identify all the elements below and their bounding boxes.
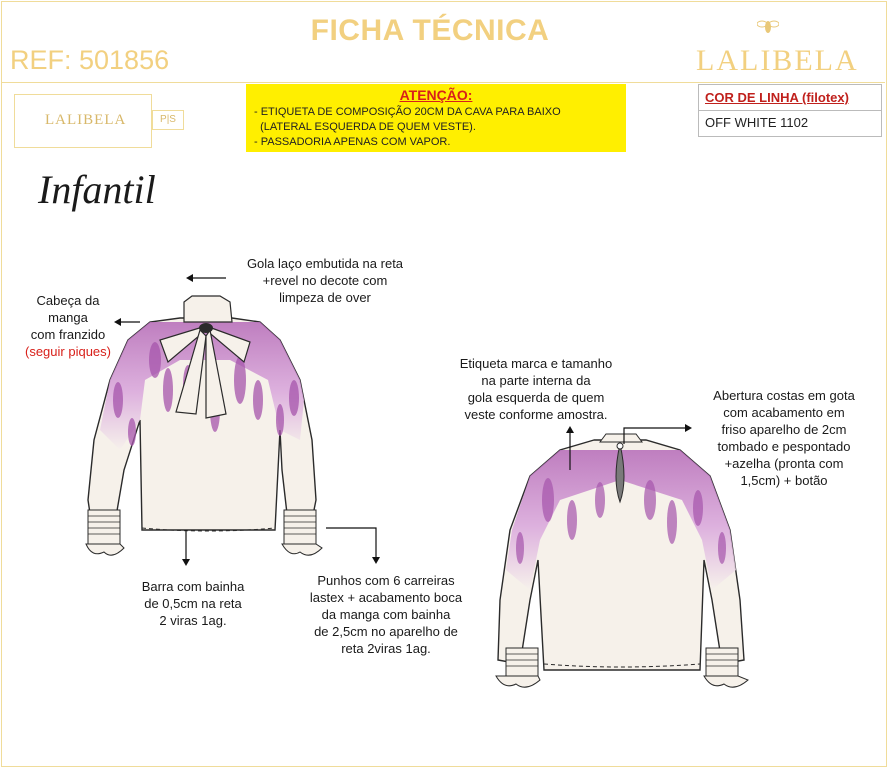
collar-note [230, 255, 420, 306]
note-line: tombado e pespontado [717, 439, 851, 454]
note-line: com acabamento em [723, 405, 845, 420]
sheet-title: FICHA TÉCNICA [310, 14, 550, 47]
note-line: reta 2viras 1ag. [341, 641, 431, 656]
note-line: 2 viras 1ag. [159, 613, 227, 628]
attention-line: (LATERAL ESQUERDA DE QUEM VESTE). [254, 121, 476, 133]
hem-note [126, 578, 260, 629]
size-tag: P|S [152, 110, 184, 130]
note-line: de 0,5cm na reta [144, 596, 242, 611]
note-line: na parte interna da [481, 373, 591, 388]
note-line: 1,5cm) + botão [740, 473, 828, 488]
note-line: limpeza de over [279, 290, 371, 305]
note-line: lastex + acabamento boca [309, 590, 463, 605]
cuffs-note [292, 572, 480, 657]
note-line: Punhos com 6 carreiras [317, 573, 455, 588]
category-heading: Infantil [38, 167, 156, 212]
thread-color-value: OFF WHITE 1102 [705, 115, 809, 130]
note-line: gola esquerda de quem [467, 390, 605, 405]
back-opening-note [694, 387, 874, 489]
sleeve-head-note [6, 292, 130, 360]
label-brand-text: LALIBELA [45, 112, 127, 128]
note-line: da manga com bainha [321, 607, 451, 622]
brand-logo: LALIBELA [696, 44, 859, 77]
thread-color-title: COR DE LINHA (filotex) [705, 90, 849, 105]
note-line: Gola laço embutida na reta [246, 256, 404, 271]
attention-title: ATENÇÃO: [399, 87, 473, 103]
note-line: veste conforme amostra. [464, 407, 608, 422]
attention-line: - ETIQUETA DE COMPOSIÇÃO 20CM DA CAVA PARA BAIXO [254, 106, 561, 118]
note-line: Barra com bainha [141, 579, 245, 594]
note-line: friso aparelho de 2cm [721, 422, 847, 437]
note-line: Etiqueta marca e tamanho [459, 356, 613, 371]
brand-label-note [440, 355, 632, 423]
note-line: de 2,5cm no aparelho de [314, 624, 458, 639]
note-line: +revel no decote com [262, 273, 388, 288]
note-line: +azelha (pronta com [724, 456, 844, 471]
note-line: manga [48, 310, 88, 325]
reference-code: REF: 501856 [10, 45, 170, 75]
note-line: Cabeça da [36, 293, 100, 308]
note-line: com franzido [30, 327, 106, 342]
note-line: Abertura costas em gota [713, 388, 855, 403]
attention-line: - PASSADORIA APENAS COM VAPOR. [254, 136, 451, 148]
note-line-highlight: (seguir piques) [25, 344, 111, 359]
